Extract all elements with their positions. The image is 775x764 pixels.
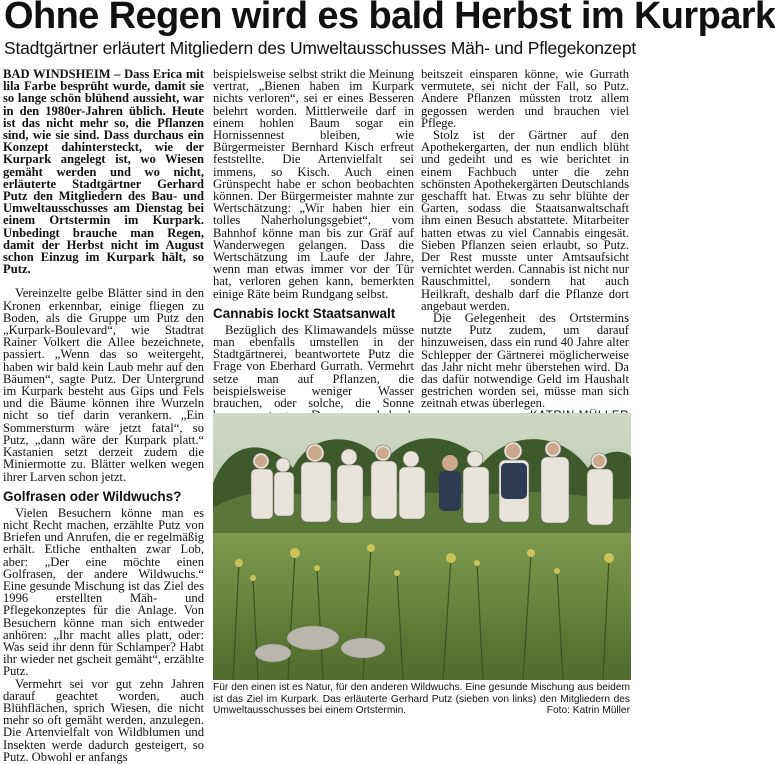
- photo-credit: Foto: Katrin Müller: [546, 705, 630, 716]
- body-paragraph: Vielen Besuchern könne man es nicht Recht machen, erzählte Putz von Briefen und Anrufen, die er regelmäßig erhält. Etliche enthalten zwar Lob, aber: „Der eine möchte einen Golfrasen, der andere Wildwuchs.“ Eine gesunde Mischung ist das Ziel des 1996 erstellten Mäh- und Pflegekonzeptes für die Anlage. Von Besuchern könne man sich entweder anhören: „Ihr macht alles platt, oder: Was seid ihr denn für Schlamper? Habt ihr wieder net gscheit gemäht“, erzählte Putz.: [3, 505, 204, 679]
- article-column-3: [421, 68, 629, 422]
- article-column-1: [3, 68, 204, 763]
- body-paragraph: beispielsweise selbst strikt die Meinung vertrat, „Bienen haben im Kurpark nichts verloren“, sei er eines Besseren belehrt worden. Mittlerweile darf in einem hohlen Baum sogar ein Hornissennest bleiben, wie Bürgermeister Bernhard Kisch erfreut feststellte. Die Artenvielfalt sei immens, so Kisch. Auch einen Grünspecht habe er schon beobachten können. Der Bürgermeister mahnte zur Wertschätzung: „Wir haben hier ein tolles Naherholungsgebiet“, vom Bahnhof könne man bis zur Gräf auf Wanderwegen gelangen. Dass die Wertschätzung im Laufe der Jahre, wenn man etwas immer vor der Tür hat, verloren gehen kann, bemerkten einige Räte beim Rundgang selbst.: [213, 67, 414, 301]
- article-photo: [213, 413, 631, 680]
- article-column-2: [213, 68, 414, 434]
- subhead-golfrasen: Golfrasen oder Wildwuchs?: [3, 488, 182, 504]
- photo-illustration: [213, 413, 631, 680]
- body-paragraph: beitszeit einsparen könne, wie Gurrath vermutete, sei nicht der Fall, so Putz. Andere Pflanzen müssten trotz allem gegossen werden und brauchen viel Pflege.: [421, 67, 629, 130]
- subtitle: Stadtgärtner erläutert Mitgliedern des Umweltausschusses Mäh- und Pflegekonzept: [4, 38, 637, 58]
- body-paragraph: Bezüglich des Klimawandels müsse man ebenfalls umstellen in der Stadtgärtnerei, beantwortete Putz die Frage von Eberhard Gurrath. Vermehrt setze man auf Pflanzen, die beispielsweise weniger Wasser brauchen, oder solche, die Sonne: [213, 322, 414, 411]
- body-paragraph: Die Gelegenheit des Ortstermins nutzte Putz zudem, um darauf hinzuweisen, dass ein rund 40 Jahre alter Schlepper der Gärtnerei möglicherweise das Jahr nicht mehr überstehen wird. Da das dafür notwendige Geld im Haushalt gestrichen worden sei, müsse man sich zeitnah etwas überlegen.: [421, 311, 629, 411]
- photo-caption: [213, 682, 630, 717]
- lead-paragraph: BAD WINDSHEIM – Dass Erica mit lila Farbe besprüht wurde, damit sie so lange schön blühend aussieht, war in den 1980er-Jahren üblich. Heute ist das nicht mehr so, die Pflanzen sind, wie sie sind. Dass durchaus ein Konzept dahintersteckt, wie der Kurpark angelegt ist, wo Wiesen gemäht werden und wo nicht, erläuterte Stadtgärtner Gerhard Putz den Mitgliedern des Bau- und Umweltausschusses am Dienstag bei einem Ortstermin im Kurpark. Unbedingt brauche man Regen, damit der Herbst nicht im August schon Einzug im Kurpark hält, so Putz.: [3, 67, 204, 277]
- headline: Ohne Regen wird es bald Herbst im Kurpark: [4, 0, 775, 37]
- body-paragraph: Vereinzelte gelbe Blätter sind in den Kronen erkennbar, einige fliegen zu Boden, als die Gruppe um Putz den „Kurpark-Boulevard“, wie Stadtrat Rainer Volkert die Allee bezeichnete, passiert. „Wenn das so weitergeht, haben wir bald kein Laub mehr auf den Bäumen“, sagte Putz. Der Untergrund im Kurpark besteht aus Gips und Fels und die Bäume können ihre Wurzeln nicht so tief darin verankern. „Ein Sommersturm wäre jetzt fatal“, so Putz, „dann wäre der Kurpark platt.“ Kastanien setzt derzeit zudem die Miniermotte zu. Blätter welken wegen ihrer Larven schon jetzt.: [3, 286, 204, 484]
- body-paragraph: Vermehrt sei vor gut zehn Jahren darauf geachtet worden, auch Blühflächen, sprich Wiesen, die nicht mehr so oft gemäht werden, anzulegen. Die Artenvielfalt von Wildblumen und Insekten werde dadurch gesteigert, so Putz. Obwohl er anfangs: [3, 676, 204, 764]
- caption-text: Für den einen ist es Natur, für den anderen Wildwuchs. Eine gesunde Mischung aus beidem ist das Ziel im Kurpark. Das erläuterte Gerhard Putz (sieben von links) den Mitgliedern des Umweltausschusses bei einem Ortstermin.: [213, 682, 630, 716]
- body-paragraph: Stolz ist der Gärtner auf den Apothekergarten, der nun endlich blüht und gedeiht und es wie berichtet in einem Fachbuch unter die zehn schönsten Apothekergärten Deutschlands geschafft hat. Etwas zu sehr blühte der Garten, sodass die Staatsanwaltschaft ihm einen Besuch abstattete. Mitarbeiter hatten etwas zu viel Cannabis eingesät. Sieben Pflanzen seien erlaubt, so Putz. Der Rest musste unter Amtsaufsicht vernichtet werden. Cannabis ist nicht nur Rauschmittel, sondern hat auch Heilkraft, deshalb darf die Pflanze dort angebaut werden.: [421, 128, 629, 313]
- subhead-cannabis: Cannabis lockt Staatsanwalt: [213, 305, 396, 321]
